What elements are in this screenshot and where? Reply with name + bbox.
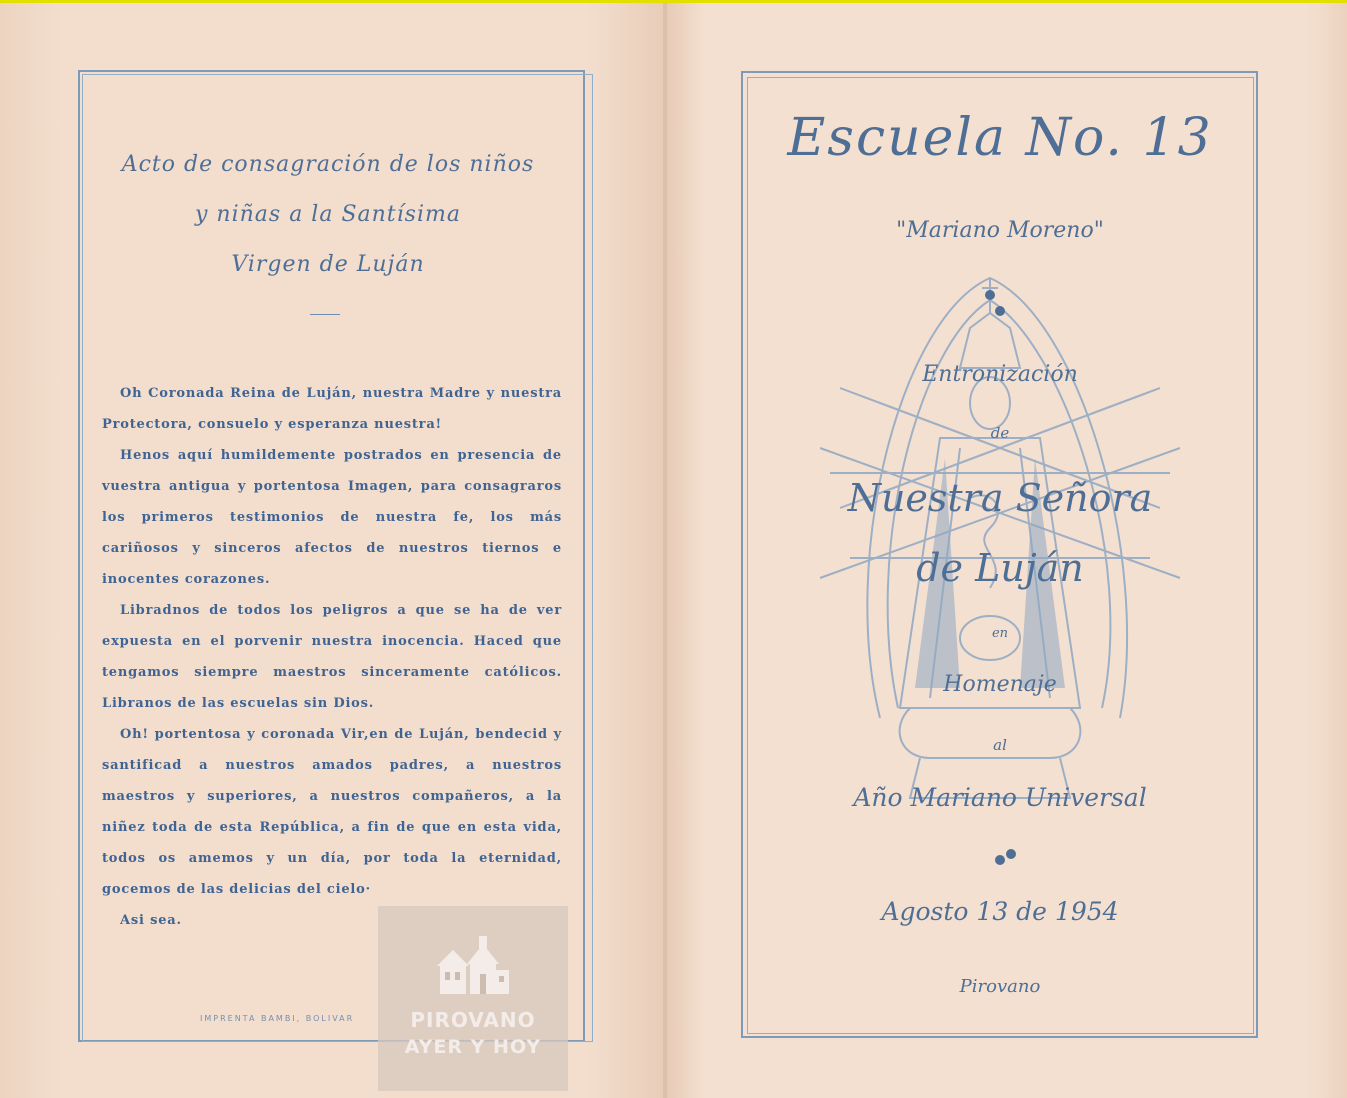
ceremony-date: Agosto 13 de 1954 bbox=[881, 897, 1119, 926]
consecration-title-line-1: Acto de consagración de los niños bbox=[121, 152, 535, 177]
line-en: en bbox=[991, 626, 1009, 641]
line-homenaje: Homenaje bbox=[943, 672, 1057, 697]
pirovano-watermark bbox=[378, 906, 568, 1091]
prayer-closing: Asi sea. bbox=[120, 913, 182, 928]
prayer-paragraph-2: Henos aquí humildemente postrados en presencia de vuestra antigua y portentosa Imagen, para consagraros los primeros testimonios de nuestra fe, los más cariñosos y sinceros afectos de nuestros tiernos e inocentes corazones. bbox=[102, 448, 562, 587]
watermark-line-2: AYER Y HOY bbox=[404, 1036, 542, 1058]
line-ano-mariano: Año Mariano Universal bbox=[853, 783, 1147, 812]
church-houses-icon bbox=[435, 936, 511, 996]
prayer-paragraph-3: Libradnos de todos los peligros a que se ha de ver expuesta en el porvenir nuestra inocencia. Haced que tengamos siempre maestros sinceramente católicos. Libranos de las escuelas sin Dios. bbox=[102, 603, 562, 711]
title-separator bbox=[310, 314, 340, 315]
watermark-line-1: PIROVANO bbox=[410, 1008, 536, 1032]
school-name: Escuela No. 13 bbox=[787, 108, 1213, 168]
line-de: de bbox=[990, 424, 1010, 442]
ceremony-place: Pirovano bbox=[959, 976, 1041, 997]
school-subtitle: "Mariano Moreno" bbox=[896, 218, 1104, 243]
line-nuestra-senora: Nuestra Señora bbox=[847, 476, 1153, 520]
consecration-title-line-2: y niñas a la Santísima bbox=[195, 202, 461, 227]
center-fold bbox=[663, 3, 667, 1098]
prayer-paragraph-1: Oh Coronada Reina de Luján, nuestra Madre y nuestra Protectora, consuelo y esperanza nuestra! bbox=[102, 386, 562, 432]
consecration-title bbox=[88, 140, 568, 290]
prayer-paragraph-4: Oh! portentosa y coronada Vir,en de Luján, bendecid y santificad a nuestros amados padres, a nuestros maestros y superiores, a nuestros compañeros, a la niñez toda de esta República, a fin de que en esta vida, todos os amemos y un día, por toda la eternidad, gocemos de las delicias del cielo· bbox=[102, 727, 562, 897]
line-al: al bbox=[993, 736, 1007, 754]
consecration-title-line-3: Virgen de Luján bbox=[231, 252, 425, 277]
consecration-prayer bbox=[102, 378, 562, 936]
line-de-lujan: de Luján bbox=[916, 546, 1084, 590]
printer-imprint: IMPRENTA BAMBI, BOLIVAR bbox=[200, 1014, 355, 1023]
line-entronizacion: Entronización bbox=[922, 362, 1078, 387]
ornament-dots-icon bbox=[992, 848, 1022, 868]
